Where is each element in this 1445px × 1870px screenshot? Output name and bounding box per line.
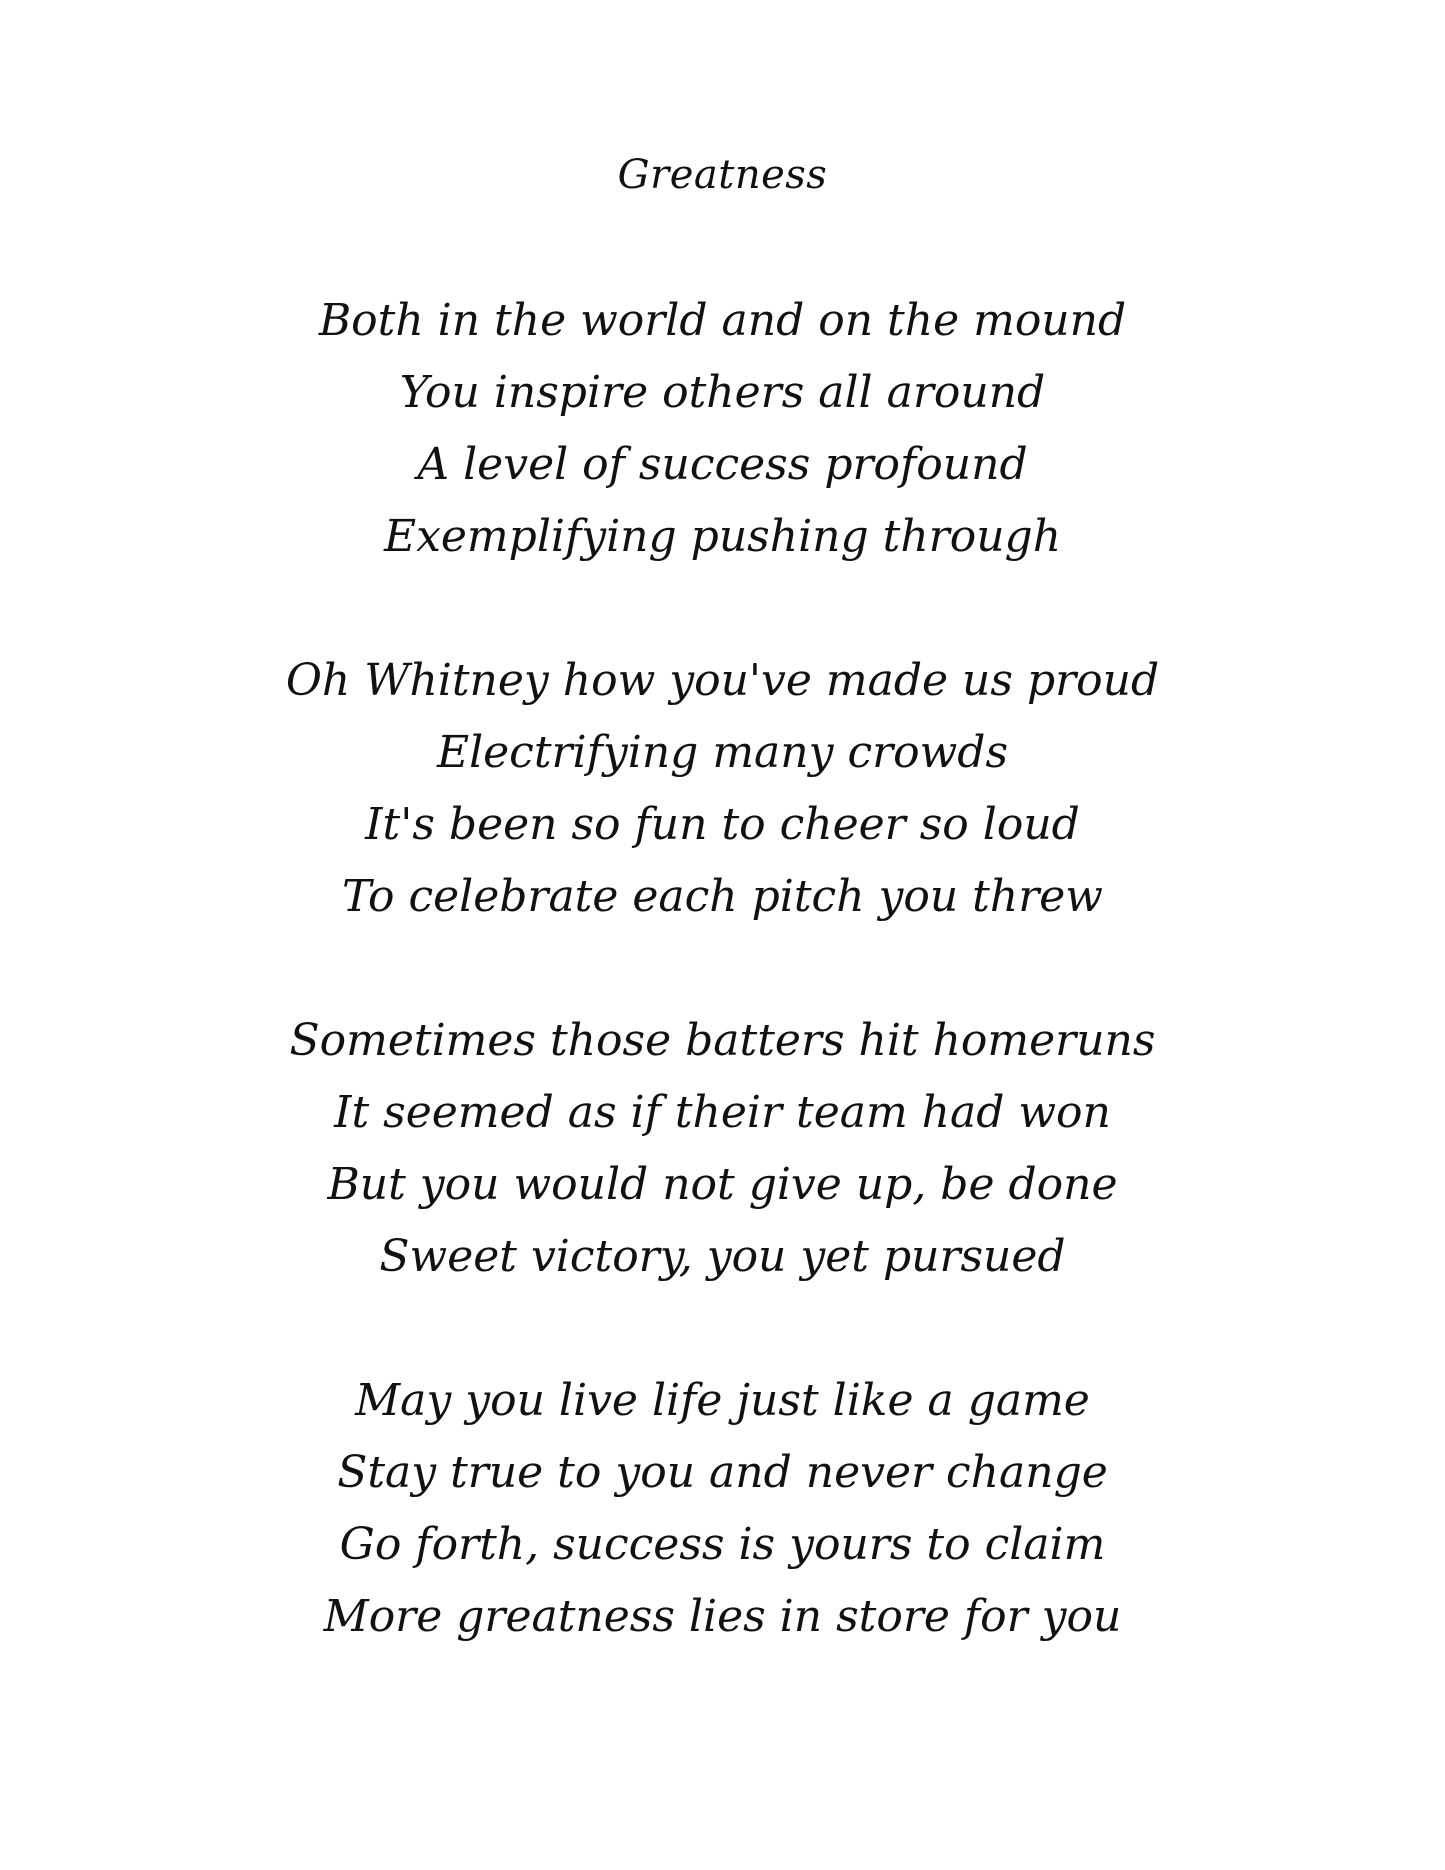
stanza — [0, 645, 1445, 933]
poem-line: Electrifying many crowds — [436, 727, 1009, 778]
poem-line: Oh Whitney how you've made us proud — [285, 655, 1160, 706]
poem-line: Sweet victory, you yet pursued — [379, 1231, 1066, 1282]
poem-line: But you would not give up, be done — [327, 1159, 1118, 1210]
stanza — [0, 285, 1445, 573]
poem-line: It's been so fun to cheer so loud — [365, 799, 1080, 850]
stanza — [0, 1005, 1445, 1293]
poem-line: You inspire others all around — [399, 367, 1046, 418]
poem-line: Sometimes those batters hit homeruns — [289, 1015, 1156, 1066]
poem-line: Stay true to you and never change — [337, 1447, 1108, 1498]
poem-line: May you live life just like a game — [355, 1375, 1090, 1426]
poem-line: A level of success profound — [417, 439, 1028, 490]
poem-line: More greatness lies in store for you — [323, 1591, 1122, 1642]
poem-line: Both in the world and on the mound — [318, 295, 1127, 346]
poem-line: It seemed as if their team had won — [334, 1087, 1111, 1138]
poem-line: Go forth, success is yours to claim — [339, 1519, 1106, 1570]
poem-line: Exemplifying pushing through — [383, 511, 1062, 562]
poem-line: To celebrate each pitch you threw — [342, 871, 1103, 922]
stanza — [0, 1365, 1445, 1653]
poem-title: Greatness — [617, 152, 828, 198]
